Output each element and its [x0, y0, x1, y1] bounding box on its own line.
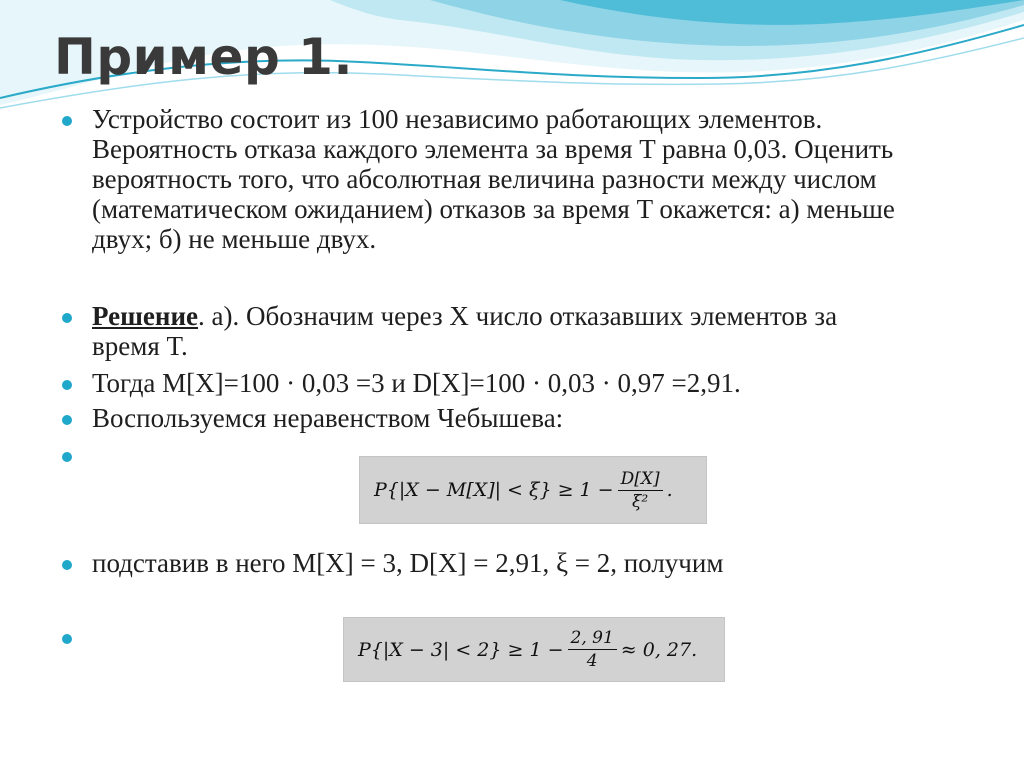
expectation-variance-text: Тогда M[X]=100 · 0,03 =3 и D[X]=100 · 0,03 · 0,97 =2,91. — [92, 368, 741, 398]
formula-end: . — [666, 479, 673, 501]
bullet-dot — [62, 634, 72, 644]
bullet-dot — [62, 116, 72, 126]
bullet-dot — [62, 560, 72, 570]
chebyshev-intro-text: Воспользуемся неравенством Чебышева: — [92, 403, 564, 433]
result-formula — [343, 617, 725, 682]
solution-label: Решение — [92, 301, 198, 331]
formula-left: P{|X − M[X]| < ξ} ≥ 1 − — [374, 479, 614, 501]
solution-paragraph — [92, 301, 852, 361]
bullet-dot — [62, 415, 72, 425]
bullet-dot — [62, 313, 72, 323]
fraction-numerator: D[X] — [618, 469, 663, 491]
fraction-denominator: 4 — [586, 651, 598, 671]
solution-text: . а). Обозначим через X число отказавших элементов за время T. — [92, 301, 838, 361]
formula-end: ≈ 0, 27. — [620, 638, 698, 661]
fraction-denominator: ξ² — [632, 491, 649, 512]
fraction-numerator: 2, 91 — [568, 628, 617, 650]
bullet-dot — [62, 452, 72, 462]
bullet-dot — [62, 380, 72, 390]
formula-fraction — [618, 469, 663, 512]
formula-left: P{|X − 3| < 2} ≥ 1 − — [358, 638, 564, 661]
chebyshev-formula — [359, 456, 707, 524]
substitution-text: подставив в него M[X] = 3, D[X] = 2,91, ξ = 2, получим — [92, 548, 724, 578]
formula-fraction — [568, 628, 617, 671]
problem-text: Устройство состоит из 100 независимо работающих элементов. Вероятность отказа каждого элемента за время T равна 0,03. Оценить вероятность того, что абсолютная величина разности между числом (математическом ожиданием) отказов за время T окажется: а) меньше двух; б) не меньше двух. — [92, 104, 895, 254]
slide-title: Пример 1. — [54, 28, 353, 86]
